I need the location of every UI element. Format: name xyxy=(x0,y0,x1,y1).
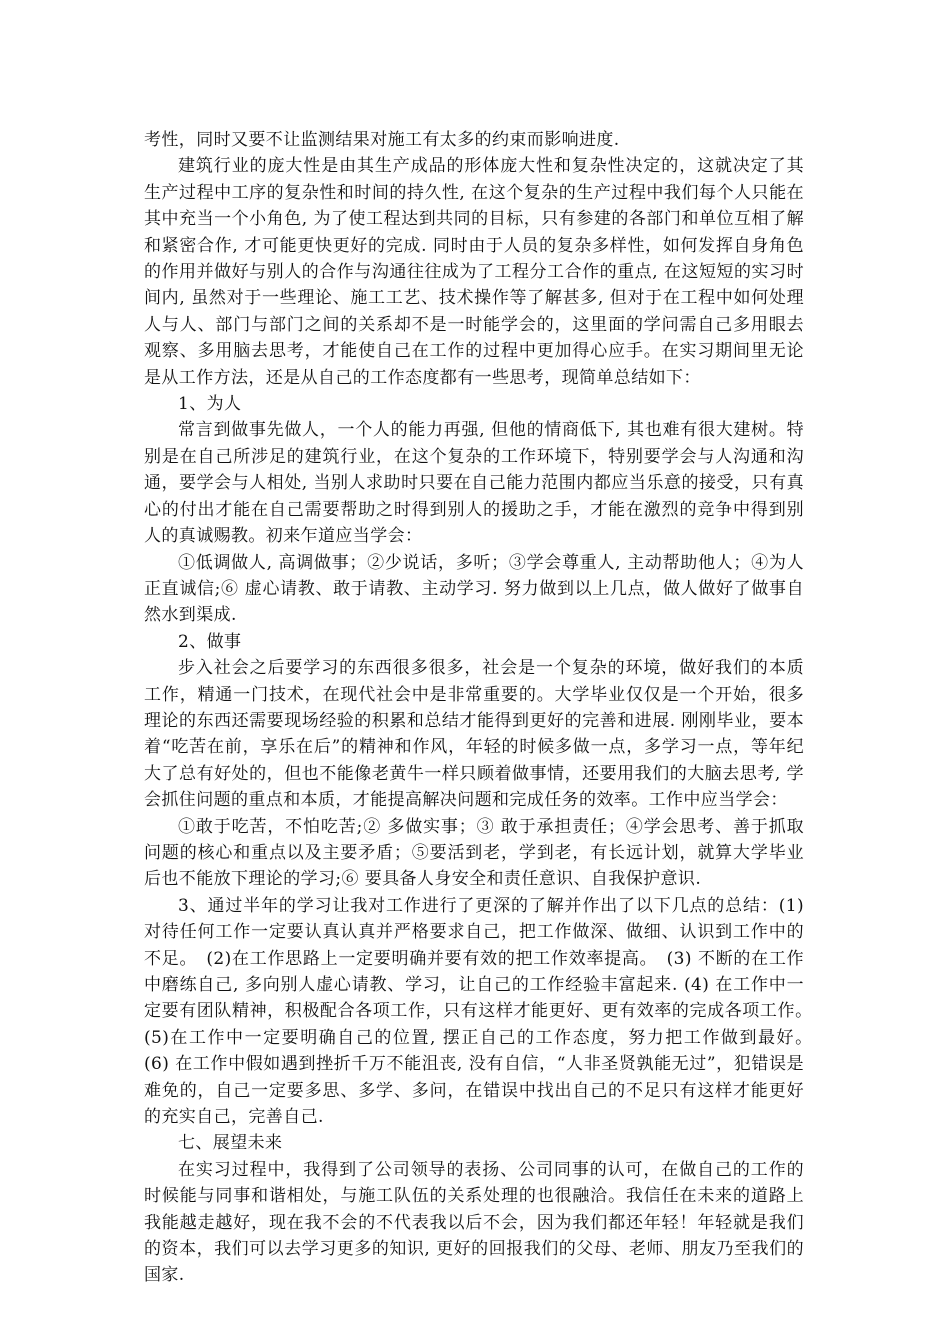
paragraph-summary-points: 3、通过半年的学习让我对工作进行了更深的了解并作出了以下几点的总结：(1) 对待任何工作一定要认真认真并严格要求自己，把工作做深、做细、认识到工作中的不足。 (2)在工作思路上一定要明确并要有效的把工作效率提高。 (3) 不断的在工作中磨练自己, 多向别人虚心请教、学习，让自己的工作经验丰富起来. (4) 在工作中一定要有团队精神，积极配合各项工作，只有这样才能更好、更有效率的完成各项工作。 (5)在工作中一定要明确自己的位置, 摆正自己的工作态度，努力把工作做到最好。 (6) 在工作中假如遇到挫折千万不能沮丧, 没有自信，“人非圣贤孰能无过”，犯错误是难免的，自己一定要多思、多学、多问，在错误中找出自己的不足只有这样才能更好的充实自己，完善自己. xyxy=(144,895,822,1128)
paragraph-work: 步入社会之后要学习的东西很多很多，社会是一个复杂的环境，做好我们的本质工作，精通一门技术，在现代社会中是非常重要的。大学毕业仅仅是一个开始，很多理论的东西还需要现场经验的积累和总结才能得到更好的完善和进展. 刚刚毕业，要本着“吃苦在前，享乐在后”的精神和作风，年轻的时候多做一点，多学习一点，等年纪大了总有好处的，但也不能像老黄牛一样只顾着做事情，还要用我们的大脑去思考, 学会抓住问题的重点和本质，才能提高解决问题和完成任务的效率。工作中应当学会： xyxy=(144,658,804,811)
paragraph-continuation: 考性，同时又要不让监测结果对施工有太多的约束而影响进度. xyxy=(144,130,620,150)
paragraph-conduct: 常言到做事先做人，一个人的能力再强, 但他的情商低下, 其也难有很大建树。特别是在自己所涉足的建筑行业，在这个复杂的工作环境下，特别要学会与人沟通和沟通，要学会与人相处, 当别人求助时只要在自己能力范围内都应当乐意的接受，只有真心的付出才能在自己需要帮助之时得到别人的援助之手，才能在激烈的竞争中得到别人的真诚赐教。初来乍道应当学会： xyxy=(144,420,804,547)
document-body xyxy=(144,127,822,1289)
paragraph-work-list: ①敢于吃苦，不怕吃苦;② 多做实事；③ 敢于承担责任；④学会思考、善于抓取问题的核心和重点以及主要矛盾；⑤要活到老，学到老，有长远计划，就算大学毕业后也不能放下理论的学习;⑥ 要具备人身安全和责任意识、自我保护意识. xyxy=(144,816,804,890)
section-heading-outlook: 七、展望未来 xyxy=(178,1133,283,1154)
paragraph-industry-complexity: 建筑行业的庞大性是由其生产成品的形体庞大性和复杂性决定的，这就决定了其生产过程中工序的复杂性和时间的持久性, 在这个复杂的生产过程中我们每个人只能在其中充当一个小角色, 为了使工程达到共同的目标，只有参建的各部门和单位互相了解和紧密合作, 才可能更快更好的完成. 同时由于人员的复杂多样性，如何发挥自身角色的作用并做好与别人的合作与沟通往往成为了工程分工合作的重点, 在这短短的实习时间内, 虽然对于一些理论、施工工艺、技术操作等了解甚多, 但对于在工程中如何处理人与人、部门与部门之间的关系却不是一时能学会的，这里面的学问需自己多用眼去观察、多用脑去思考，才能使自己在工作的过程中更加得心应手。在实习期间里无论是从工作方法，还是从自己的工作态度都有一些思考，现简单总结如下： xyxy=(144,156,804,388)
paragraph-conduct-list: ①低调做人, 高调做事；②少说话，多听；③学会尊重人, 主动帮助他人；④为人正直诚信;⑥ 虚心请教、敢于请教、主动学习. 努力做到以上几点，做人做好了做事自然水到渠成. xyxy=(144,552,804,626)
section-heading-work: 2、做事 xyxy=(178,631,242,652)
paragraph-outlook: 在实习过程中，我得到了公司领导的表扬、公司同事的认可，在做自己的工作的时候能与同事和谐相处，与施工队伍的关系处理的也很融洽。我信任在未来的道路上我能越走越好，现在我不会的不代表我以后不会，因为我们都还年轻！年轻就是我们的资本，我们可以去学习更多的知识, 更好的回报我们的父母、老师、朋友乃至我们的国家. xyxy=(144,1159,804,1286)
section-heading-conduct: 1、为人 xyxy=(178,394,242,415)
